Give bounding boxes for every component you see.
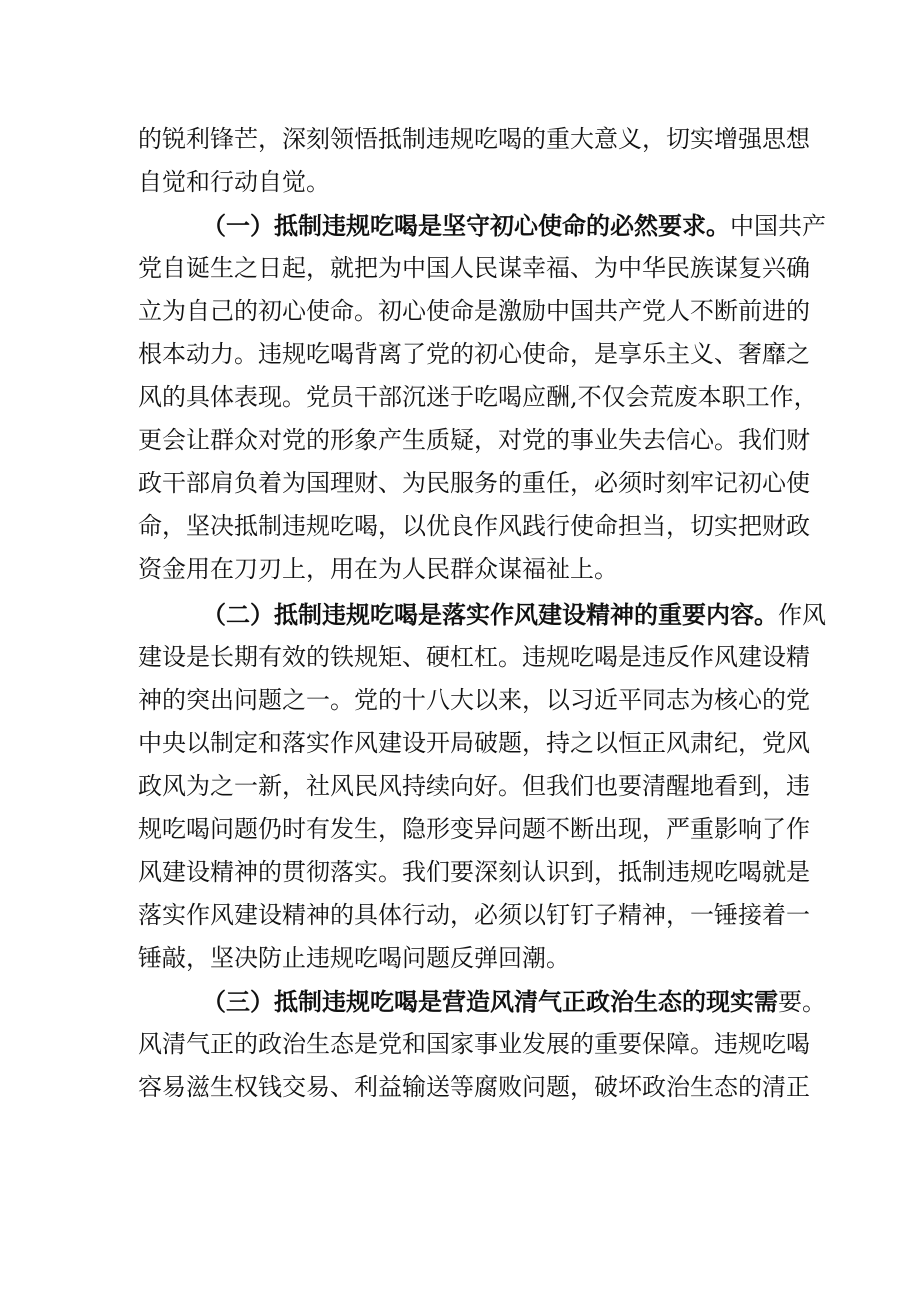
text-line: 自觉和行动自觉。 bbox=[138, 168, 330, 196]
text-line: 立为自己的初心使命。初心使命是激励中国共产党人不断前进的 bbox=[138, 297, 810, 325]
text-line: 的锐利锋芒，深刻领悟抵制违规吃喝的重大意义，切实增强思想 bbox=[138, 125, 810, 153]
section-first-line bbox=[138, 980, 826, 1023]
text-line: 政风为之一新，社风民风持续向好。但我们也要清醒地看到，违 bbox=[138, 772, 810, 800]
text-line: 风清气正的政治生态是党和国家事业发展的重要保障。违规吃喝 bbox=[138, 1030, 810, 1058]
text-line: 锤敲，坚决防止违规吃喝问题反弹回潮。 bbox=[138, 944, 570, 972]
text-run: 要。 bbox=[778, 988, 826, 1016]
text-run: 中国共产 bbox=[730, 212, 826, 240]
text-line: 神的突出问题之一。党的十八大以来，以习近平同志为核心的党 bbox=[138, 686, 810, 714]
section-heading: （一）抵制违规吃喝是坚守初心使命的必然要求。 bbox=[202, 211, 730, 240]
text-line: 资金用在刀刃上，用在为人民群众谋福祉上。 bbox=[138, 555, 618, 583]
paragraph-section-3 bbox=[138, 980, 826, 1109]
text-line: 党自诞生之日起，就把为中国人民谋幸福、为中华民族谋复兴确 bbox=[138, 254, 810, 282]
section-heading: （二）抵制违规吃喝是落实作风建设精神的重要内容。 bbox=[202, 600, 778, 629]
text-line: 规吃喝问题仍时有发生，隐形变异问题不断出现，严重影响了作 bbox=[138, 815, 810, 843]
text-line: 更会让群众对党的形象产生质疑，对党的事业失去信心。我们财 bbox=[138, 426, 810, 454]
section-heading: （三）抵制违规吃喝是营造风清气正政治生态的现实需 bbox=[202, 987, 778, 1016]
text-line: 政干部肩负着为国理财、为民服务的重任，必须时刻牢记初心使 bbox=[138, 469, 810, 497]
text-line: 容易滋生权钱交易、利益输送等腐败问题，破坏政治生态的清正 bbox=[138, 1073, 810, 1101]
text-line: 风建设精神的贯彻落实。我们要深刻认识到，抵制违规吃喝就是 bbox=[138, 858, 810, 886]
text-line: 风的具体表现。党员干部沉迷于吃喝应酬,不仅会荒废本职工作， bbox=[138, 383, 818, 411]
section-first-line bbox=[138, 593, 826, 636]
text-line: 中央以制定和落实作风建设开局破题，持之以恒正风肃纪，党风 bbox=[138, 729, 810, 757]
paragraph-intro bbox=[138, 118, 810, 204]
section-first-line bbox=[138, 204, 826, 247]
text-run: 作风 bbox=[778, 601, 826, 629]
text-line: 命，坚决抵制违规吃喝，以优良作风践行使命担当，切实把财政 bbox=[138, 512, 810, 540]
paragraph-section-1 bbox=[138, 204, 826, 591]
paragraph-section-2 bbox=[138, 593, 826, 980]
text-line: 根本动力。违规吃喝背离了党的初心使命，是享乐主义、奢靡之 bbox=[138, 340, 810, 368]
text-line: 建设是长期有效的铁规矩、硬杠杠。违规吃喝是违反作风建设精 bbox=[138, 643, 810, 671]
text-line: 落实作风建设精神的具体行动，必须以钉钉子精神，一锤接着一 bbox=[138, 901, 810, 929]
